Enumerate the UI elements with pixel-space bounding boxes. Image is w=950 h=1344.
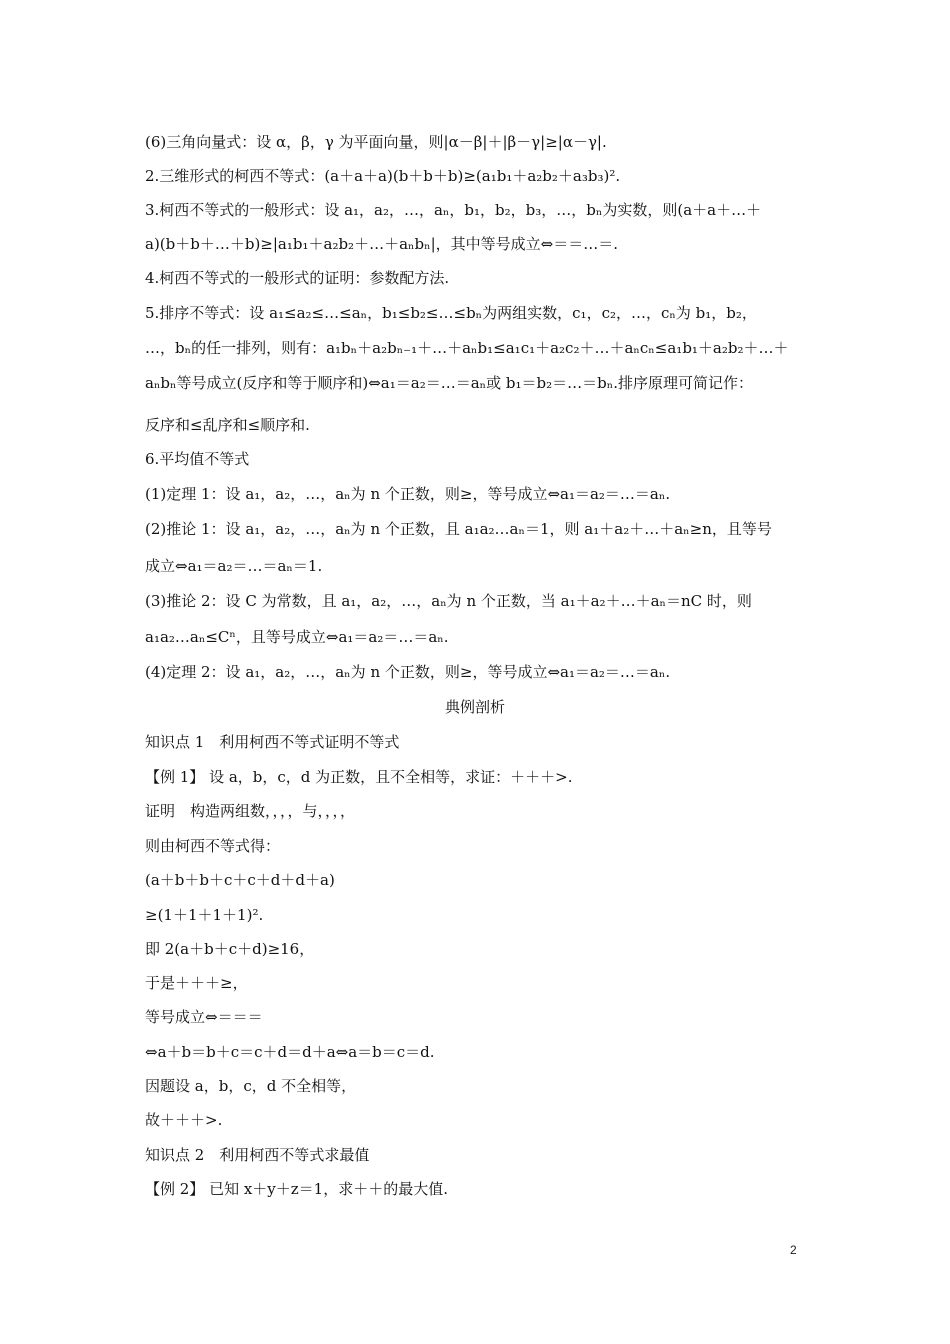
knowledge-point-heading: 知识点 2 利用柯西不等式求最值: [145, 1146, 370, 1164]
text-line: (3)推论 2：设 C 为常数，且 a₁，a₂，…，aₙ为 n 个正数，当 a₁＋a₂＋…＋aₙ＝nC 时，则: [145, 592, 752, 610]
knowledge-point-heading: 知识点 1 利用柯西不等式证明不等式: [145, 733, 400, 751]
text-line: …，bₙ的任一排列，则有：a₁bₙ＋a₂bₙ₋₁＋…＋aₙb₁≤a₁c₁＋a₂c₂＋…＋aₙcₙ≤a₁b₁＋a₂b₂＋…＋: [145, 339, 789, 357]
text-line: 于是＋＋＋≥，: [145, 974, 248, 992]
example-1: 【例 1】 设 a，b，c，d 为正数，且不全相等，求证：＋＋＋>.: [145, 768, 573, 786]
text-line: 2.三维形式的柯西不等式：(a＋a＋a)(b＋b＋b)≥(a₁b₁＋a₂b₂＋a₃b₃)².: [145, 167, 621, 185]
text-line: aₙbₙ等号成立(反序和等于顺序和)⇔a₁＝a₂＝…＝aₙ或 b₁＝b₂＝…＝bₙ.排序原理可简记作：: [145, 374, 754, 392]
section-title: 典例剖析: [444, 698, 505, 716]
text-line: 即 2(a＋b＋c＋d)≥16，: [145, 940, 315, 958]
text-line: a₁a₂…aₙ≤Cⁿ，且等号成立⇔a₁＝a₂＝…＝aₙ.: [145, 628, 449, 646]
text-line: a)(b＋b＋…＋b)≥|a₁b₁＋a₂b₂＋…＋aₙbₙ|，其中等号成立⇔＝＝…＝.: [145, 235, 618, 253]
text-line: 5.排序不等式：设 a₁≤a₂≤…≤aₙ，b₁≤b₂≤…≤bₙ为两组实数，c₁，c₂，…，cₙ为 b₁，b₂，: [145, 304, 757, 322]
text-line: (a＋b＋b＋c＋c＋d＋d＋a): [145, 871, 335, 889]
text-line: 4.柯西不等式的一般形式的证明：参数配方法.: [145, 269, 450, 287]
text-line: (2)推论 1：设 a₁，a₂，…，aₙ为 n 个正数，且 a₁a₂…aₙ＝1，则 a₁＋a₂＋…＋aₙ≥n，且等号: [145, 520, 772, 538]
text-line: ⇔a＋b＝b＋c＝c＋d＝d＋a⇔a＝b＝c＝d.: [145, 1043, 435, 1061]
text-line: 反序和≤乱序和≤顺序和.: [145, 416, 310, 434]
text-line: 等号成立⇔＝＝＝: [145, 1008, 263, 1026]
text-line: ≥(1＋1＋1＋1)².: [145, 906, 264, 924]
text-line: 证明 构造两组数，，，，与，，，，: [145, 802, 356, 820]
section-heading: 6.平均值不等式: [145, 450, 250, 468]
text-line: 则由柯西不等式得：: [145, 837, 281, 855]
page-number: 2: [790, 1243, 797, 1257]
text-line: 因题设 a，b，c，d 不全相等，: [145, 1077, 357, 1095]
text-line: 3.柯西不等式的一般形式：设 a₁，a₂，…，aₙ，b₁，b₂，b₃，…，bₙ为实数，则(a＋a＋…＋: [145, 201, 762, 219]
text-line: 成立⇔a₁＝a₂＝…＝aₙ＝1.: [145, 557, 323, 575]
example-2: 【例 2】 已知 x＋y＋z＝1，求＋＋的最大值.: [145, 1180, 448, 1198]
text-line: 故＋＋＋>.: [145, 1111, 223, 1129]
text-line: (1)定理 1：设 a₁，a₂，…，aₙ为 n 个正数，则≥，等号成立⇔a₁＝a₂＝…＝aₙ.: [145, 485, 671, 503]
text-line: (6)三角向量式：设 α，β，γ 为平面向量，则|α－β|＋|β－γ|≥|α－γ|.: [145, 133, 607, 151]
text-line: (4)定理 2：设 a₁，a₂，…，aₙ为 n 个正数，则≥，等号成立⇔a₁＝a₂＝…＝aₙ.: [145, 663, 671, 681]
